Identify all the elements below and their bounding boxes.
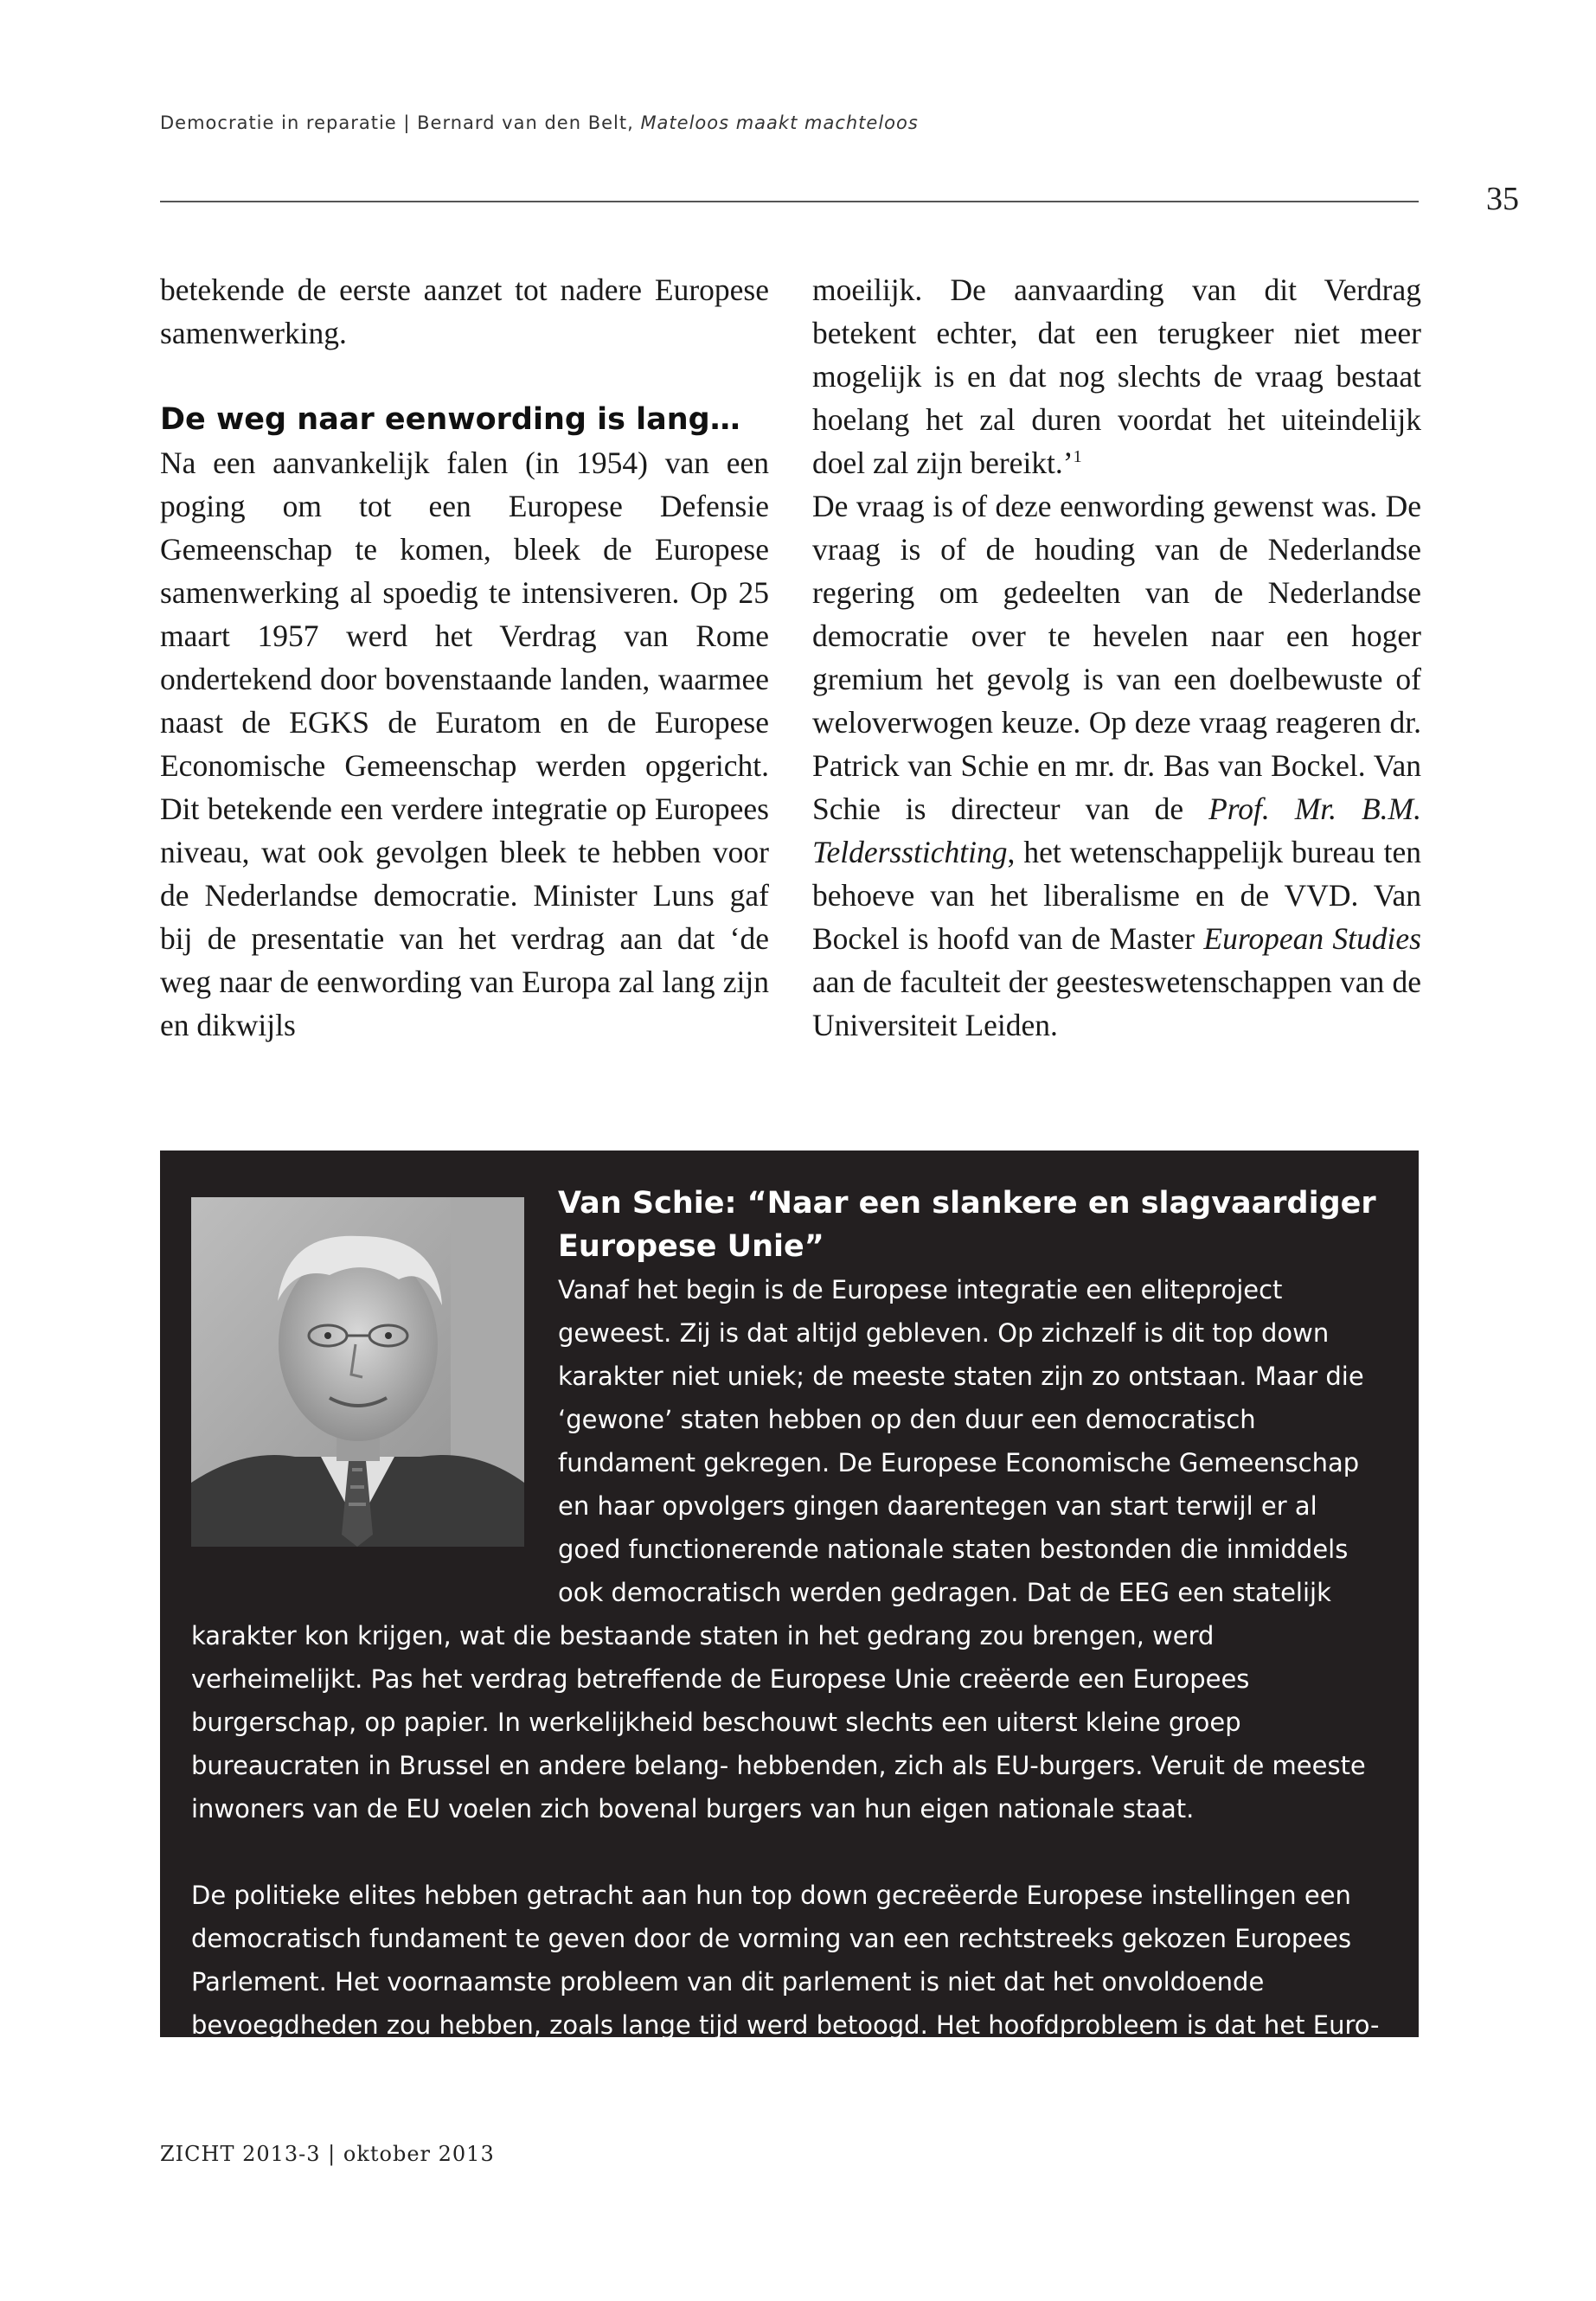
header-rule xyxy=(160,201,1419,202)
footer: ZICHT 2013-3 | oktober 2013 xyxy=(160,2142,495,2166)
intro-paragraph: betekende de eerste aanzet tot nadere Europese samenwerking. xyxy=(160,272,769,350)
interview-heading: Van Schie: “Naar een slankere en slagvaardiger Europese Unie” xyxy=(558,1186,1376,1264)
interview-paragraph-1: Vanaf het begin is de Europese integratie een eliteproject geweest. Zij is dat altijd gebleven. Op zichzelf is dit top down karakter niet uniek; de meeste staten zijn zo ontstaan. Maar die ‘gewone’ staten hebben op den duur een democratisch fundament gekregen. De Europese Economische Gemeenschap en haar opvolgers gingen daarentegen van start terwijl er al goed functionerende nationale staten bestonden die inmiddels ook democratisch werden gedragen. Dat de EEG een statelijk karakter kon krijgen, wat die bestaande staten in het gedrang zou brengen, werd verheimelijkt. Pas het verdrag betreffende de Europese Unie creëerde een Europees burgerschap, op papier. In werkelijkheid beschouwt slechts een uiterst kleine groep bureaucraten in Brussel en andere belang- hebbenden, zich als EU-burgers. Veruit de meeste inwoners van de EU voelen zich bovenal burgers van hun eigen nationale staat. xyxy=(191,1275,1366,1823)
paragraph-gap xyxy=(160,355,769,398)
left-column xyxy=(160,268,769,1047)
right-column xyxy=(812,268,1421,1047)
quote-paragraph xyxy=(812,268,1421,484)
footnote-mark: 1 xyxy=(1073,447,1082,467)
section-heading: De weg naar eenwording is lang… xyxy=(160,402,740,437)
question-paragraph xyxy=(812,484,1421,1047)
body-paragraph: Na een aanvankelijk falen (in 1954) van een poging om tot een Europese Defensie Gemeenschap te komen, bleek de Europese samenwerking al spoedig te intensiveren. Op 25 maart 1957 werd het Verdrag van Rome ondertekend door bovenstaande landen, waarmee naast de EGKS de Euratom en de Europese Economische Gemeenschap werden opgericht. Dit betekende een verdere integratie op Europees niveau, wat ook gevolgen bleek te hebben voor de Nederlandse democratie. Minister Luns gaf bij de presentatie van het verdrag aan dat ‘de weg naar de eenwording van Europa zal lang zijn en dikwijls xyxy=(160,445,769,1042)
portrait-photo xyxy=(191,1197,524,1547)
interview-box xyxy=(160,1150,1419,2040)
master-program-name: European Studies xyxy=(1203,921,1421,956)
running-head xyxy=(160,112,919,133)
quote-text: moeilijk. De aanvaarding van dit Verdrag betekent echter, dat een terugkeer niet meer mogelijk is en dat nog slechts de vraag bestaat hoelang het zal duren voordat het uiteindelijk doel zal zijn bereikt.’ xyxy=(812,272,1421,480)
paragraph-gap xyxy=(191,1830,1387,1874)
interview-paragraph-2: De politieke elites hebben getracht aan hun top down gecreëerde Europese instellingen een democratisch fundament te geven door de vorming van een rechtstreeks gekozen Europees Parlement. Het voornaamste probleem van dit parlement is niet dat het onvoldoende bevoegdheden zou hebben, zoals lange tijd werd betoogd. Het hoofdprobleem is dat het Euro- xyxy=(191,1881,1380,2040)
foundation-name: Prof. Mr. B.M. Teldersstichting xyxy=(812,792,1421,869)
question-text: De vraag is of deze eenwording gewenst was. De vraag is of de houding van de Nederlandse regering om gedeelten van de Nederlandse democratie over te hevelen naar een hoger gremium het gevolg is van een doelbewuste of weloverwogen keuze. Op deze vraag reageren dr. Patrick van Schie en mr. dr. Bas van Bockel. Van Schie is directeur van de xyxy=(812,489,1421,826)
running-head-text: Democratie in reparatie | Bernard van den Belt, xyxy=(160,112,641,133)
question-text-continued: , het wetenschappelijk bureau ten behoeve van het liberalisme en de VVD. Van Bockel is hoofd van de Master xyxy=(812,835,1421,956)
running-head-title: Mateloos maakt machteloos xyxy=(640,112,919,133)
page-number: 35 xyxy=(1486,181,1519,217)
question-text-end: aan de faculteit der geesteswetenschappen van de Universiteit Leiden. xyxy=(812,965,1421,1042)
